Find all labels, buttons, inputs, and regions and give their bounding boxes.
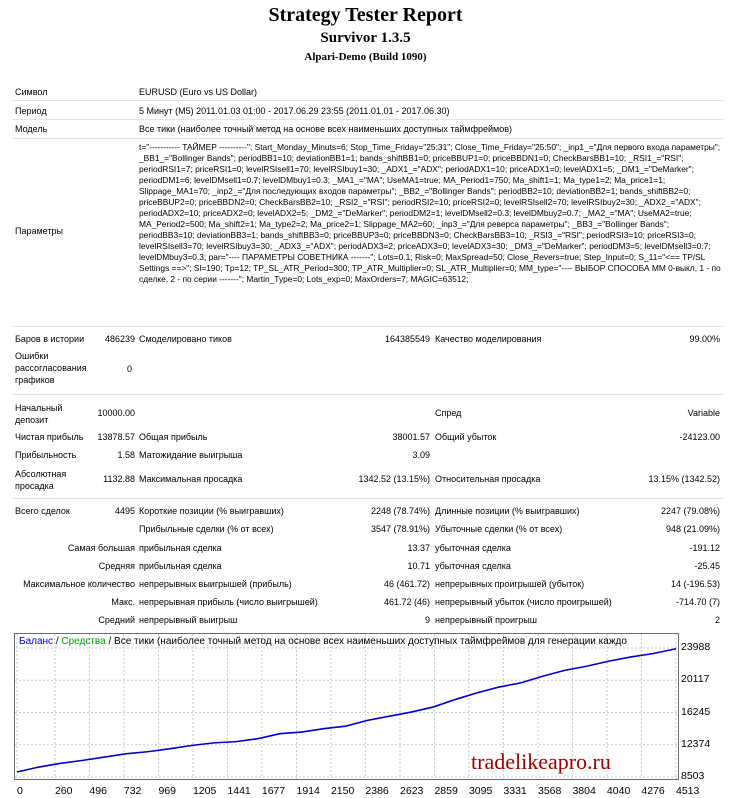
max-label: Макс. [111, 597, 135, 607]
largest-label: Самая большая [67, 543, 135, 553]
symbol-value: EURUSD (Euro vs US Dollar) [139, 87, 258, 97]
max-drawdown-label: Максимальная просадка [139, 474, 243, 484]
x-tick-label: 0 [17, 785, 23, 797]
max-profit-label: непрерывная прибыль (число выигрышей) [139, 597, 318, 607]
params-label: Параметры [15, 226, 63, 236]
profit-trades-label: Прибыльные сделки (% от всех) [139, 524, 274, 534]
avg-consecutive-label: Средний [98, 615, 135, 625]
legend-separator: / [53, 636, 62, 647]
period-label: Период [15, 106, 47, 116]
gross-loss-label: Общий убыток [435, 432, 497, 442]
max-count-win-value: 46 (461.72) [383, 579, 430, 589]
largest-loss-value: -191.12 [689, 543, 720, 553]
x-tick-label: 1205 [192, 785, 217, 797]
server-name: Alpari-Demo (Build 1090) [304, 51, 427, 63]
x-tick-label: 4040 [606, 785, 631, 797]
divider [12, 326, 724, 327]
abs-drawdown-label: Абсолютная просадка [15, 469, 67, 491]
x-tick-label: 1441 [227, 785, 251, 797]
profit-factor-label: Прибыльность [15, 450, 77, 460]
model-value: Все тики (наиболее точный метод на основе всех наименьших доступных таймфреймов) [139, 124, 512, 134]
x-tick-label: 732 [123, 785, 142, 797]
loss-trades-label: Убыточные сделки (% от всех) [435, 524, 563, 534]
x-tick-label: 2150 [330, 785, 355, 797]
x-tick-label: 3331 [503, 785, 527, 797]
x-tick-label: 1677 [261, 785, 286, 797]
avg-consecutive-loss-label: непрерывный проигрыш [435, 615, 537, 625]
y-tick-label: 20117 [681, 673, 710, 686]
largest-profit-value: 13.37 [407, 543, 430, 553]
x-tick-label: 496 [89, 785, 107, 797]
avg-consecutive-loss-value: 2 [714, 615, 720, 625]
period-value: 5 Минут (M5) 2011.01.03 01:00 - 2017.06.29 23:55 (2011.01.01 - 2017.06.30) [139, 106, 450, 116]
errors-label: Ошибки рассогласования графиков [15, 351, 87, 385]
gross-profit-value: 38001.57 [392, 432, 430, 442]
largest-profit-label: прибыльная сделка [139, 543, 222, 553]
max-count-loss-value: 14 (-196.53) [670, 579, 720, 589]
ticks-value: 164385549 [384, 334, 430, 344]
bars-value: 486239 [104, 334, 135, 344]
divider [12, 138, 724, 139]
divider [12, 498, 724, 499]
total-trades-value: 4495 [114, 506, 135, 516]
abs-drawdown-value: 1132.88 [103, 474, 135, 484]
x-tick-label: 1914 [296, 785, 320, 797]
divider [12, 394, 724, 395]
x-tick-label: 2623 [400, 785, 424, 797]
spread-value: Variable [687, 408, 720, 418]
profit-factor-value: 1.58 [117, 450, 135, 460]
long-positions-label: Длинные позиции (% выигравших) [435, 506, 580, 516]
x-tick-label: 3804 [572, 785, 596, 797]
max-loss-label: непрерывный убыток (число проигрышей) [435, 597, 612, 607]
deposit-value: 10000.00 [97, 408, 135, 418]
x-tick-label: 3095 [468, 785, 493, 797]
x-tick-label: 2859 [434, 785, 458, 797]
max-loss-value: -714.70 (7) [675, 597, 720, 607]
divider [12, 100, 724, 101]
gross-profit-label: Общая прибыль [139, 432, 208, 442]
rel-drawdown-value: 13.15% (1342.52) [648, 474, 720, 484]
max-count-loss-label: непрерывных проигрышей (убыток) [435, 579, 585, 589]
short-positions-value: 2248 (78.74%) [370, 506, 430, 516]
net-profit-value: 13878.57 [97, 432, 135, 442]
average-profit-value: 10.71 [407, 561, 430, 571]
quality-label: Качество моделирования [435, 334, 542, 344]
loss-trades-value: 948 (21.09%) [665, 524, 720, 534]
x-tick-label: 969 [158, 785, 177, 797]
average-profit-label: прибыльная сделка [139, 561, 222, 571]
largest-loss-label: убыточная сделка [435, 543, 511, 553]
legend-separator: / [105, 636, 115, 647]
report-title: Strategy Tester Report [268, 4, 463, 26]
y-tick-label: 8503 [681, 770, 705, 782]
average-loss-value: -25.45 [694, 561, 720, 571]
divider [12, 119, 724, 120]
legend-description: Все тики (наиболее точный метод на основе всех наименьших доступных таймфреймов для генерации каждо [114, 636, 627, 647]
y-tick-label: 23988 [681, 641, 711, 653]
rel-drawdown-label: Относительная просадка [435, 474, 541, 484]
spread-label: Спред [435, 408, 462, 418]
long-positions-value: 2247 (79.08%) [660, 506, 720, 516]
gross-loss-value: -24123.00 [679, 432, 720, 442]
x-tick-label: 3568 [538, 785, 562, 797]
avg-consecutive-win-label: непрерывный выигрыш [139, 615, 238, 625]
max-drawdown-value: 1342.52 (13.15%) [358, 474, 430, 484]
payoff-value: 3.09 [412, 450, 430, 460]
errors-value: 0 [126, 364, 132, 374]
quality-value: 99.00% [689, 334, 720, 344]
payoff-label: Матожидание выигрыша [139, 450, 243, 460]
params-value: t="----------- ТАЙМЕР ----------"; Start_Monday_Minuts=6; Stop_Time_Friday="25:31"; Close_Time_Friday="25:50"; _inp1_="Для первого входа параметры"; _BB1_="Bollinger Bands"; periodBB1=10; deviationBB1=1; bands_shiftBB1=0; priceBBUP1=0; priceBBDN1=0; CheckBarsBB1=10; _RSI1_="RSI"; periodRSI1=7; priceRSI1=0; levelRSIsell1=70; levelRSIbuy1=30; _ADX1_="ADX"; periodADX1=10; priceADX1=0; levelADX1=5; _DM1_="DeMarker"; periodDM1=6; levelDMsell1=0.7; levelDMbuy1=0.3; _MA1_="MA"; UseMA1=true; MA_Period1=750; Ma_shift1=1; Ma_type1=2; Ma_price1=1; Slippage_MA1=70; _inp2_="Для последующих входов параметры"; _BB2_="Bollinger Bands"; periodBB2=10; deviationBB2=1; bands_shiftBB2=0; priceBBUP2=0; priceBBDN2=0; CheckBarsBB2=10; _RSI2_="RSI"; periodRSI2=10; priceRSI2=0; levelRSIsell2=70; levelRSIbuy2=30; _ADX2_="ADX"; periodADX2=10; priceADX2=0; levelADX2=5; _DM2_="DeMarker"; periodDM2=1; levelDMsell2=0.3; levelDMbuy2=0.7; _MA2_="MA"; UseMA2=true; MA_Period2=500; Ma_shift2=1; Ma_type2=2; Ma_price2=1; Slippage_MA2=60; _inp3_="Для реверса параметры"; _BB3_="Bollinger Bands"; periodBB3=10; deviationBB3=1; bands_shiftBB3=0; priceBBUP3=0; priceBBDN3=0; CheckBarsBB3=10; _RSI3_="RSI"; periodRSI3=10; priceRSI3=0; levelRSIsell3=70; levelRSIbuy3=30; _ADX3_="ADX"; periodADX3=2; priceADX3=0; levelADX3=30; _DM3_="DeMarker"; periodDM3=5; levelDMsell3=0.7; levelDMbuy3=0.3; par="---- ПАРАМЕТРЫ СОВЕТНИКА -------"; Lots=0.1; Risk=0; MaxSpread=50; Close_Revers=true; Step_Input=0; S_11="<== TP/SL Settings ==>"; Sl=190; Tp=12; TP_SL_ATR_Period=300; TP_ATR_Multiplier=0; SL_ATR_Multiplier=0; MM_type="---- ВЫБОР СПОСОБА ММ 0-выкл, 1 - по сделке, 2 - по серии -------"; Martin_Type=0; Lots_exp=0; MaxOrders=7; MAGIC=63512; [139, 142, 721, 284]
average-label: Средняя [98, 561, 135, 571]
model-label: Модель [15, 124, 48, 134]
avg-consecutive-win-value: 9 [424, 615, 430, 625]
y-tick-label: 16245 [681, 705, 711, 718]
watermark: tradelikeapro.ru [471, 749, 611, 774]
bars-label: Баров в истории [15, 334, 85, 344]
max-profit-value: 461.72 (46) [383, 597, 430, 607]
legend-equity: Средства [61, 636, 106, 647]
average-loss-label: убыточная сделка [435, 561, 511, 571]
profit-trades-value: 3547 (78.91%) [370, 524, 430, 534]
max-count-label: Максимальное количество [23, 579, 135, 589]
x-tick-label: 260 [54, 785, 73, 797]
symbol-label: Символ [15, 87, 48, 97]
ea-name: Survivor 1.3.5 [320, 30, 411, 46]
chart-legend [19, 636, 674, 647]
x-tick-label: 4513 [676, 785, 700, 797]
x-tick-label: 2386 [365, 785, 389, 797]
short-positions-label: Короткие позиции (% выигравших) [139, 506, 284, 516]
max-count-win-label: непрерывных выигрышей (прибыль) [139, 579, 292, 589]
total-trades-label: Всего сделок [15, 506, 70, 516]
net-profit-label: Чистая прибыль [15, 432, 84, 442]
x-tick-label: 4276 [641, 785, 665, 797]
y-tick-label: 12374 [681, 737, 711, 750]
legend-balance: Баланс [19, 636, 54, 647]
ticks-label: Смоделировано тиков [139, 334, 232, 344]
deposit-label: Начальный депозит [15, 403, 63, 425]
